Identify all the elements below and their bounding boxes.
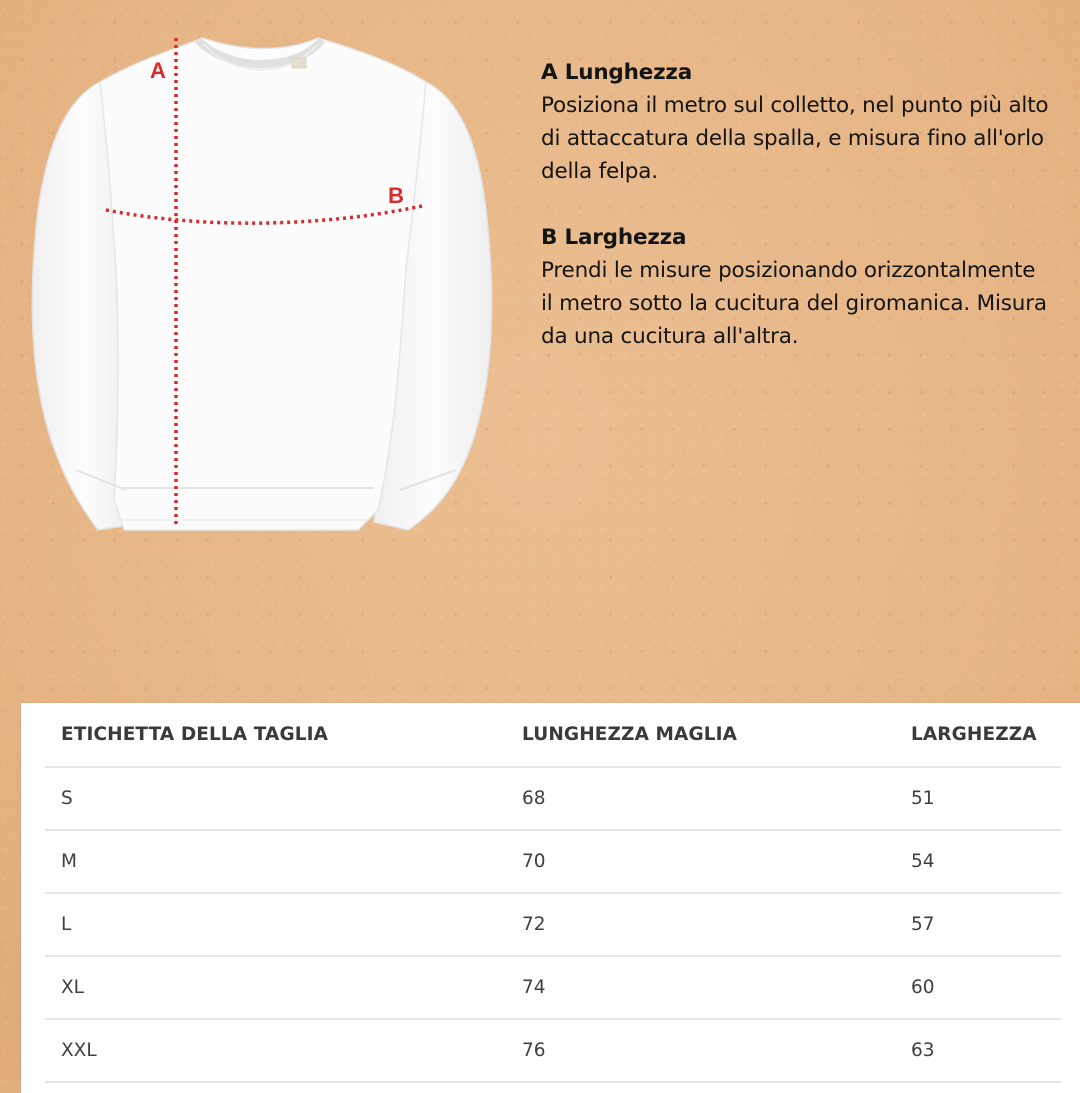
cell-size: XL (45, 956, 506, 1019)
cell-size: XXL (45, 1019, 506, 1082)
cell-width: 57 (895, 893, 1061, 956)
width-heading: B Larghezza (541, 225, 687, 250)
sweatshirt-diagram (28, 30, 498, 540)
cell-size: M (45, 830, 506, 893)
table-row (45, 893, 1061, 956)
table-row (45, 1019, 1061, 1082)
cell-width: 60 (895, 956, 1061, 1019)
cell-length: 74 (506, 956, 895, 1019)
cell-width: 54 (895, 830, 1061, 893)
label-a: A (150, 58, 166, 83)
table-row (45, 956, 1061, 1019)
cell-width: 63 (895, 1019, 1061, 1082)
cell-length: 72 (506, 893, 895, 956)
cell-width: 51 (895, 767, 1061, 830)
table-row (45, 767, 1061, 830)
cell-size: S (45, 767, 506, 830)
size-table (45, 703, 1061, 1083)
measuring-instructions (541, 56, 1051, 386)
header-size-label: ETICHETTA DELLA TAGLIA (45, 703, 506, 767)
cell-length: 76 (506, 1019, 895, 1082)
label-b: B (388, 183, 404, 208)
cell-size: L (45, 893, 506, 956)
cell-length: 68 (506, 767, 895, 830)
length-heading: A Lunghezza (541, 60, 693, 85)
sweatshirt-icon (32, 38, 491, 530)
table-header-row (45, 703, 1061, 767)
cell-length: 70 (506, 830, 895, 893)
length-text: Posiziona il metro sul colletto, nel punto più alto di attaccatura della spalla, e misura fino all'orlo della felpa. (541, 93, 1049, 184)
header-length: LUNGHEZZA MAGLIA (506, 703, 895, 767)
width-text: Prendi le misure posizionando orizzontalmente il metro sotto la cucitura del giromanica. Misura da una cucitura all'altra. (541, 258, 1047, 349)
width-instruction (541, 221, 1051, 353)
size-table-card (21, 703, 1080, 1093)
header-width: LARGHEZZA (895, 703, 1061, 767)
length-instruction (541, 56, 1051, 188)
table-row (45, 830, 1061, 893)
